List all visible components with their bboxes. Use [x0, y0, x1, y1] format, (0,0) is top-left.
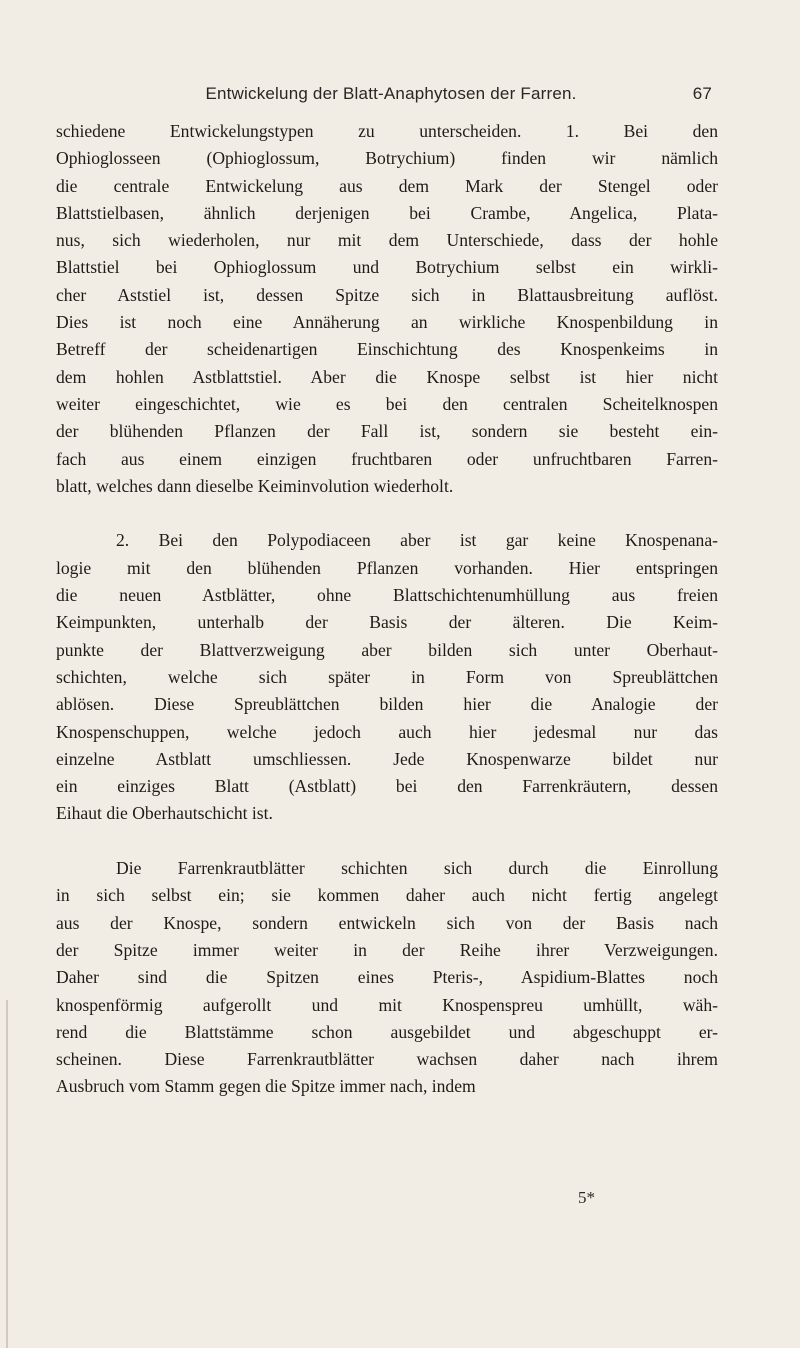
text-line: fach aus einem einzigen fruchtbaren oder unfruchtbaren Farren- [56, 448, 718, 469]
text-line: schichten, welche sich später in Form von Spreublättchen [56, 666, 718, 687]
text-line: logie mit den blühenden Pflanzen vorhanden. Hier entspringen [56, 557, 718, 578]
text-line: ein einziges Blatt (Astblatt) bei den Farrenkräutern, dessen [56, 776, 718, 797]
text-line: die centrale Entwickelung aus dem Mark der Stengel oder [56, 175, 718, 196]
text-line: schiedene Entwickelungstypen zu unterscheiden. 1. Bei den [56, 121, 718, 141]
text-line: aus der Knospe, sondern entwickeln sich von der Basis nach [56, 912, 718, 933]
text-line: rend die Blattstämme schon ausgebildet und abgeschuppt er- [56, 1021, 718, 1042]
text-line: knospenförmig aufgerollt und mit Knospenspreu umhüllt, wäh- [56, 994, 718, 1015]
text-line: einzelne Astblatt umschliessen. Jede Knospenwarze bildet nur [56, 748, 718, 769]
page-number: 67 [692, 84, 712, 103]
text-line: punkte der Blattverzweigung aber bilden sich unter Oberhaut- [56, 639, 718, 660]
text-line: nus, sich wiederholen, nur mit dem Unterschiede, dass der hohle [56, 230, 718, 251]
text-line: Dies ist noch eine Annäherung an wirkliche Knospenbildung in [56, 312, 718, 333]
text-line: blatt, welches dann dieselbe Keiminvolution wiederholt. [56, 475, 454, 496]
text-line: der Spitze immer weiter in der Reihe ihrer Verzweigungen. [56, 939, 718, 960]
paragraph [56, 855, 718, 1101]
text-line: scheinen. Diese Farrenkrautblätter wachsen daher nach ihrem [56, 1049, 718, 1070]
text-line: dem hohlen Astblattstiel. Aber die Knospe selbst ist hier nicht [56, 366, 718, 387]
text-line: Ausbruch vom Stamm gegen die Spitze immer nach, indem [56, 1076, 476, 1097]
text-line: Knospenschuppen, welche jedoch auch hier jedesmal nur das [56, 721, 718, 742]
text-line: Ophioglosseen (Ophioglossum, Botrychium) finden wir nämlich [56, 148, 718, 169]
text-line: Blattstielbasen, ähnlich derjenigen bei Crambe, Angelica, Plata- [56, 202, 718, 223]
signature-mark: 5* [578, 1188, 595, 1207]
paragraph-gap [56, 828, 718, 855]
text-line: Eihaut die Oberhautschicht ist. [56, 803, 273, 824]
paragraph [56, 527, 718, 827]
paragraph-gap [56, 500, 718, 527]
running-head-title: Entwickelung der Blatt-Anaphytosen der Farren. [205, 84, 577, 103]
text-line: Daher sind die Spitzen eines Pteris-, Aspidium-Blattes noch [56, 967, 718, 988]
paragraph [56, 118, 718, 500]
text-line: Blattstiel bei Ophioglossum und Botrychium selbst ein wirkli- [56, 257, 718, 278]
text-line: Die Farrenkrautblätter schichten sich durch die Einrollung [116, 858, 718, 879]
text-line: der blühenden Pflanzen der Fall ist, sondern sie besteht ein- [56, 421, 718, 442]
text-line: Betreff der scheidenartigen Einschichtung des Knospenkeims in [56, 339, 718, 360]
text-line: weiter eingeschichtet, wie es bei den centralen Scheitelknospen [56, 393, 718, 414]
text-line: cher Aststiel ist, dessen Spitze sich in Blattausbreitung auflöst. [56, 284, 718, 305]
text-line: Keimpunkten, unterhalb der Basis der älteren. Die Keim- [56, 612, 718, 633]
page-edge-shadow [6, 1000, 8, 1348]
text-line: die neuen Astblätter, ohne Blattschichtenumhüllung aus freien [56, 585, 718, 606]
body-text [56, 118, 718, 1101]
text-line: 2. Bei den Polypodiaceen aber ist gar keine Knospenana- [116, 530, 718, 551]
text-line: ablösen. Diese Spreublättchen bilden hier die Analogie der [56, 694, 718, 715]
running-head [130, 84, 712, 110]
text-line: in sich selbst ein; sie kommen daher auch nicht fertig angelegt [56, 885, 718, 906]
